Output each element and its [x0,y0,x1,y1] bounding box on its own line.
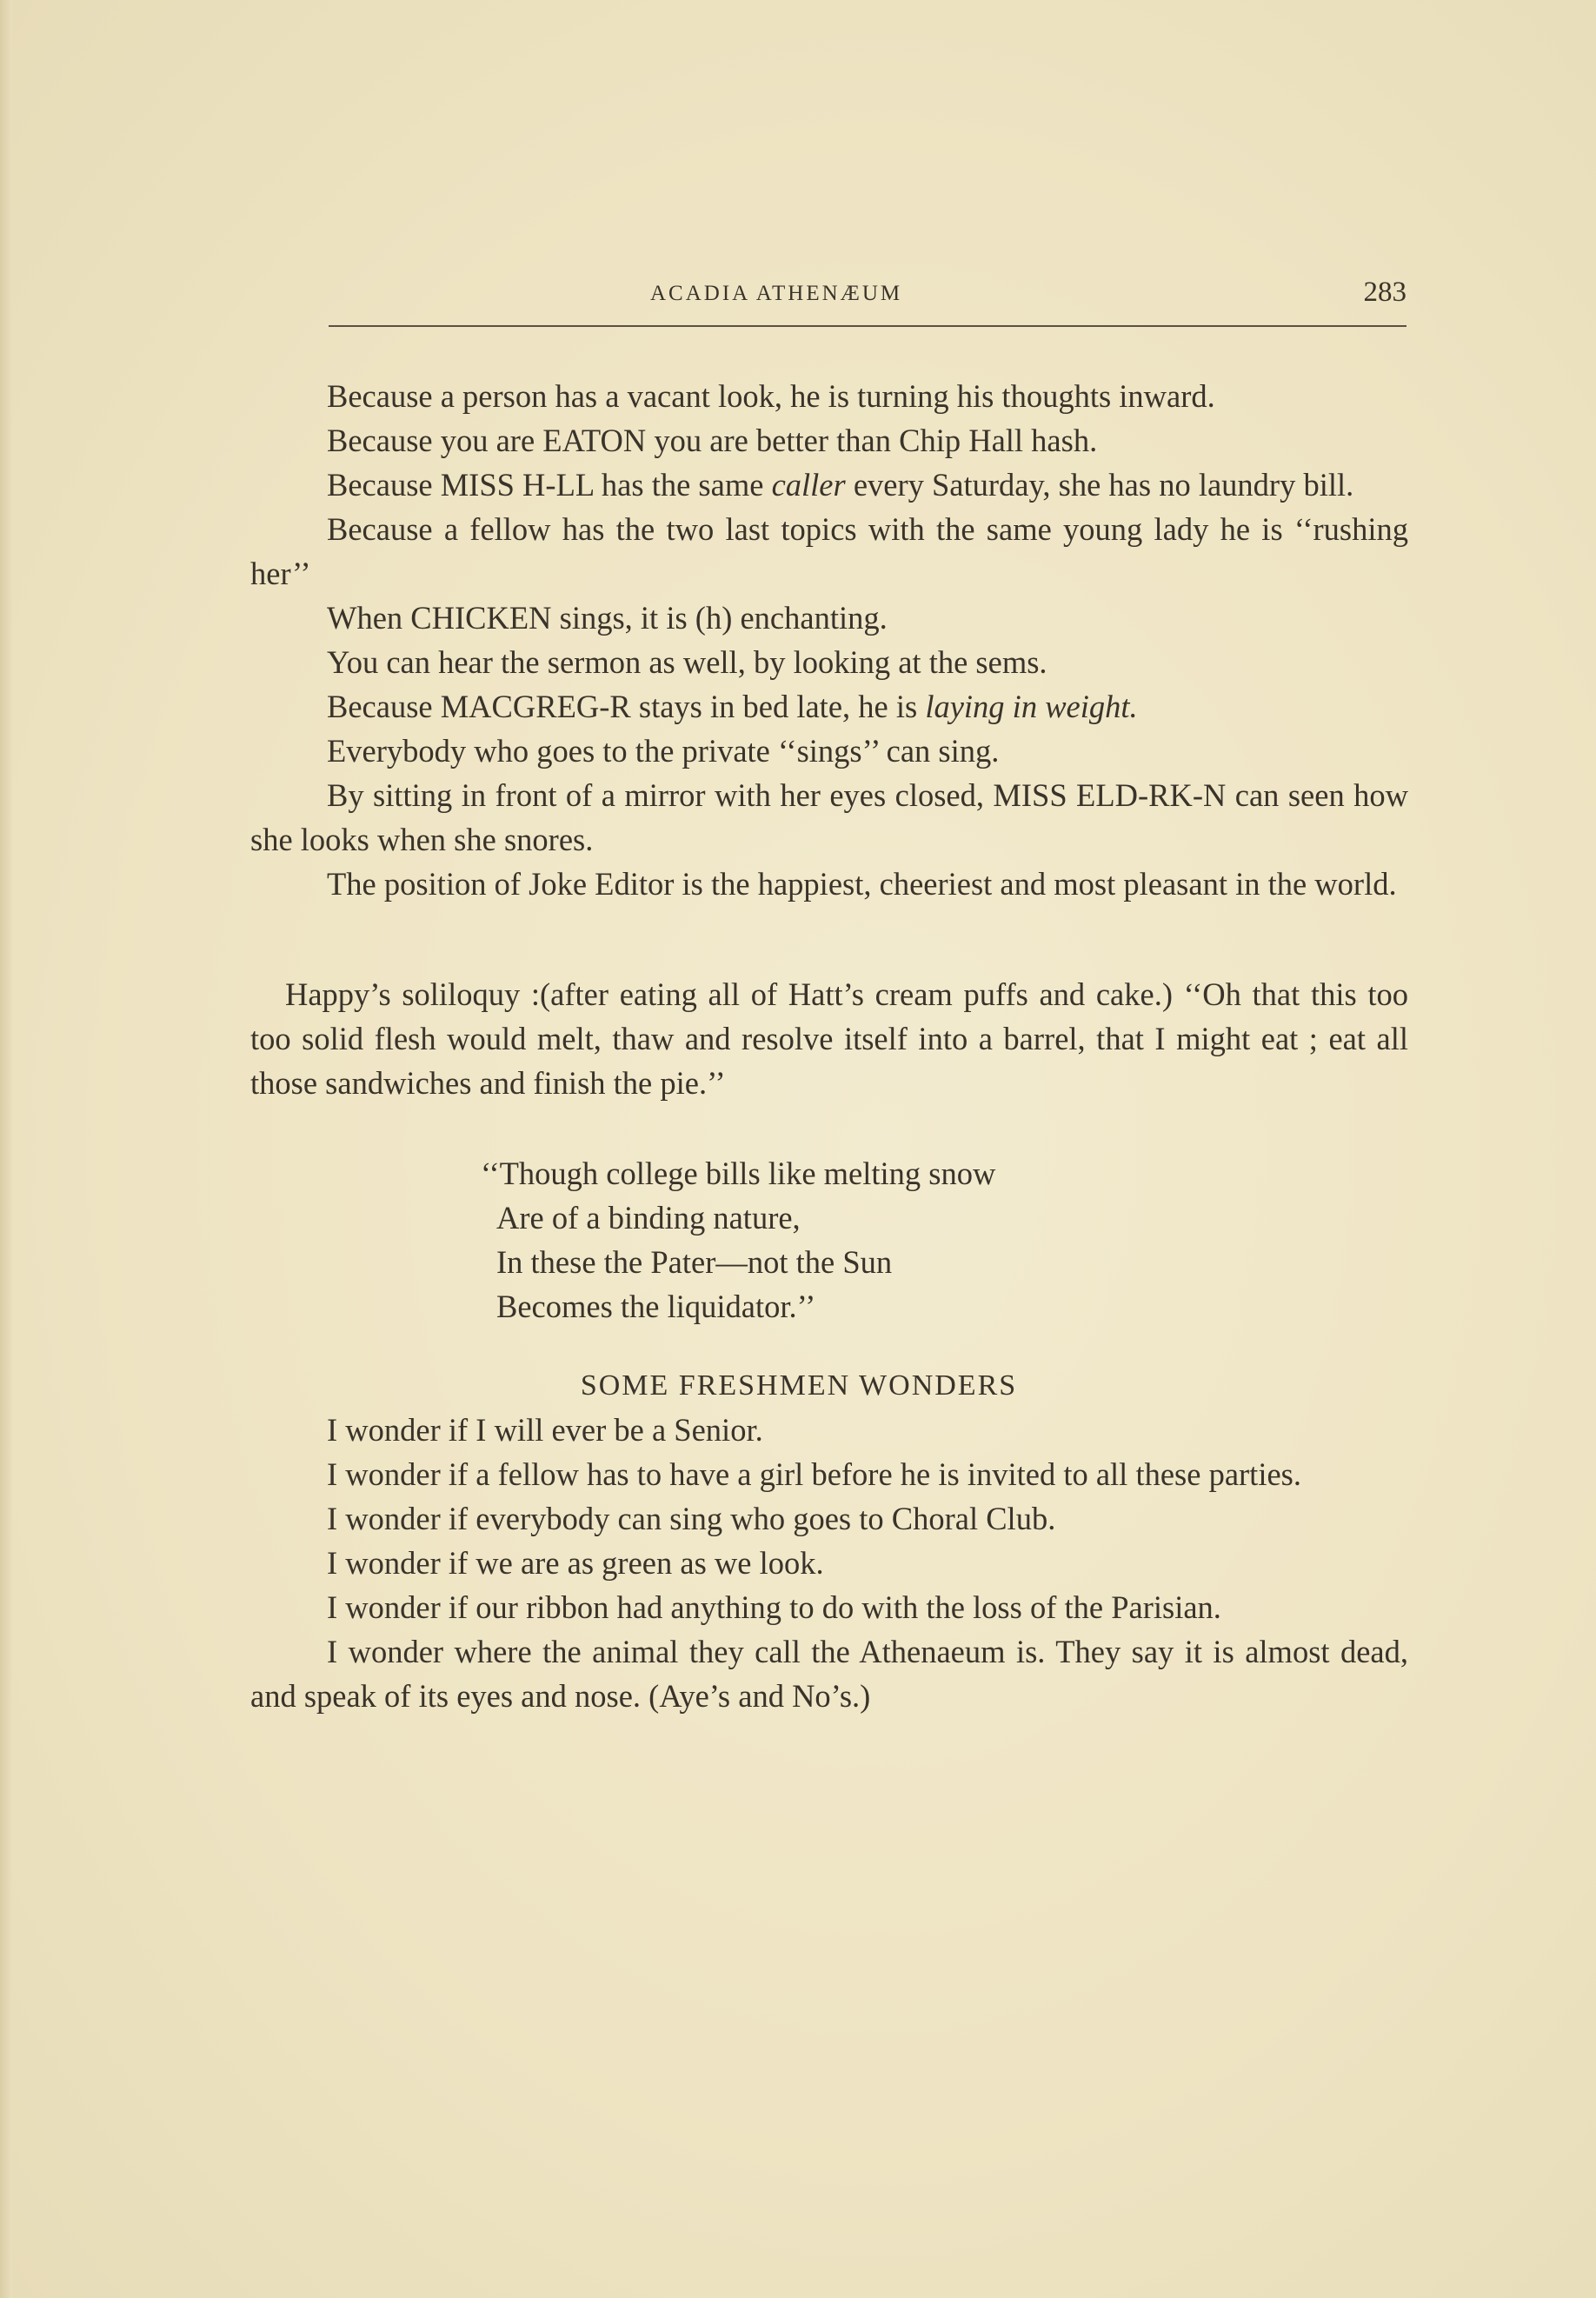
paragraph-soliloquy: Happy’s soliloquy :(after eating all of Hatt’s cream puffs and cake.) ‘‘Oh that this too too solid flesh would melt, thaw and resolve itself into a barrel, that I might eat ; eat all those sandwiches and finish the pie.’’ [250,976,1408,1101]
wonder-item: I wonder if we are as green as we look. [327,1545,824,1581]
paragraph-rushing-her: Because a fellow has the two last topics with the same young lady he is ‘‘rushing her’’ [250,511,1408,591]
verse-line: In these the Pater—not the Sun [496,1244,893,1280]
paragraph-laying-in-weight [250,684,1408,729]
paragraph-laundry-bill-end: every Saturday, she has no laundry bill. [845,467,1354,503]
paragraph-laying-start: Because MACGREG-R stays in bed late, he is [327,689,926,724]
paragraph-chicken-sings: When CHICKEN sings, it is (h) enchanting. [327,600,888,636]
verse-line: ‘‘Though college bills like melting snow [481,1156,996,1191]
wonder-item: I wonder if everybody can sing who goes to Choral Club. [327,1501,1056,1536]
emphasis-caller: caller [771,467,846,503]
paragraph-laundry-bill [250,463,1408,507]
wonder-item: I wonder where the animal they call the Athenaeum is. They say it is almost dead, and speak of its eyes and nose. (Aye’s and No’s.) [250,1634,1408,1714]
verse-block [481,1151,1408,1329]
section-title: SOME FRESHMEN WONDERS [580,1369,1018,1402]
wonder-item: I wonder if a fellow has to have a girl before he is invited to all these parties. [327,1456,1301,1492]
wonder-item: I wonder if our ribbon had anything to do with the loss of the Parisian. [327,1589,1221,1625]
verse-line: Are of a binding nature, [496,1200,801,1236]
page-number: 283 [1363,276,1406,308]
paragraph-mirror: By sitting in front of a mirror with her eyes closed, MISS ELD-RK-N can seen how she looks when she snores. [250,777,1408,857]
paragraph-vacant-look: Because a person has a vacant look, he is turning his thoughts inward. [327,378,1215,414]
header-rule [329,325,1406,327]
paragraph-joke-editor: The position of Joke Editor is the happiest, cheeriest and most pleasant in the world. [327,866,1397,902]
paragraph-private-sings: Everybody who goes to the private ‘‘sings’’ can sing. [327,733,1000,769]
paragraph-sermon: You can hear the sermon as well, by looking at the sems. [327,644,1047,680]
wonder-item: I wonder if I will ever be a Senior. [327,1412,763,1448]
paragraph-eaton: Because you are EATON you are better than Chip Hall hash. [327,423,1098,458]
paragraph-laundry-bill-start: Because MISS H-LL has the same [327,467,772,503]
verse-line: Becomes the liquidator.’’ [496,1289,816,1324]
page-edge [0,0,12,2298]
body-text [250,374,1408,1718]
running-head-title: ACADIA ATHENÆUM [650,282,903,305]
running-head [329,276,1406,320]
emphasis-laying-in-weight: laying in weight. [925,689,1138,724]
